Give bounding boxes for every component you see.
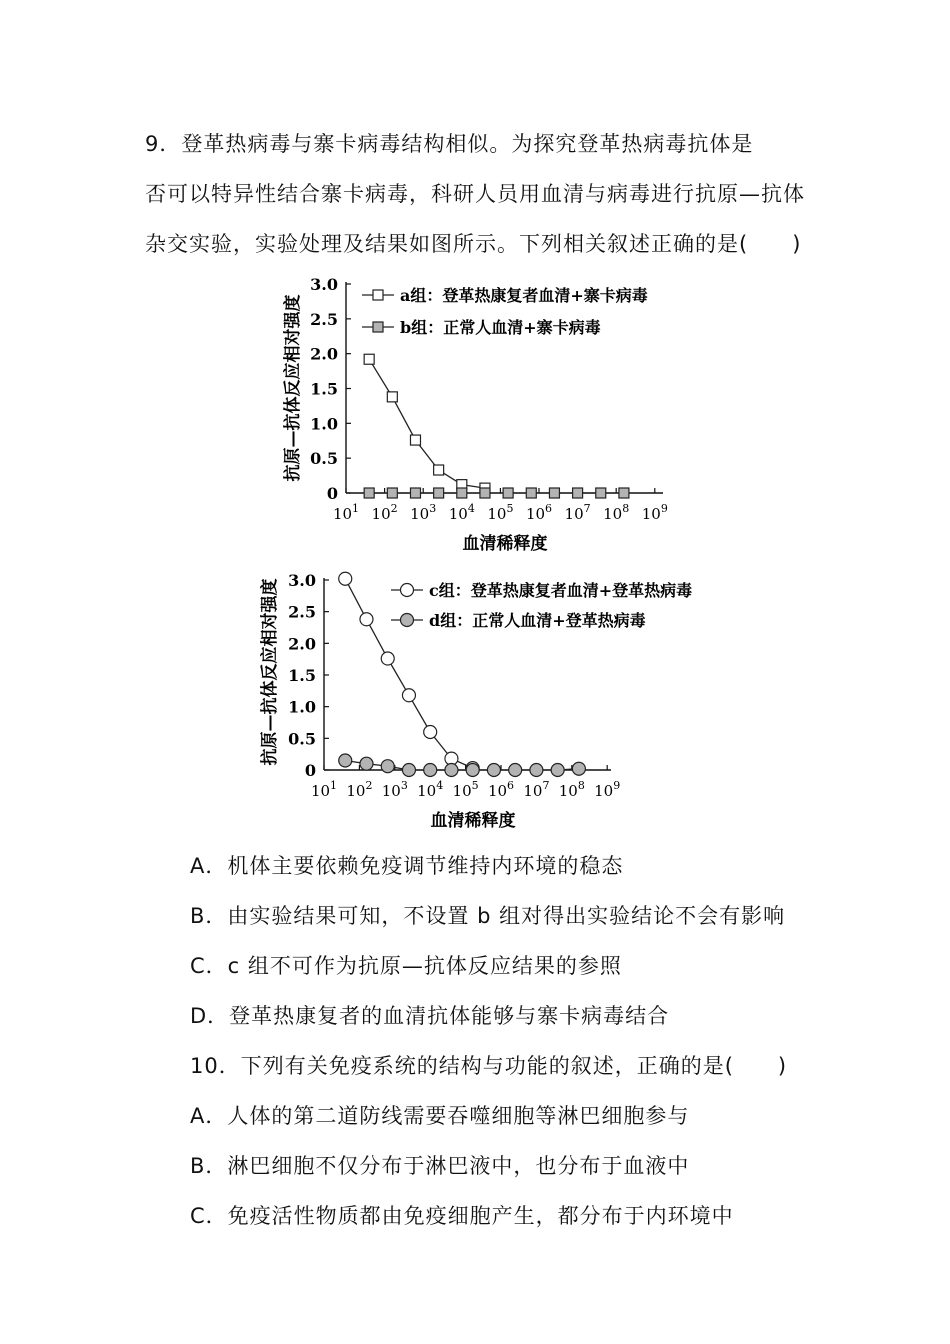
y-tick-label: 1.0: [288, 697, 316, 717]
legend-marker: [401, 614, 414, 627]
y-tick-label: 1.5: [288, 666, 316, 685]
data-point: [466, 764, 479, 777]
legend-label: d组：正常人血清+登革热病毒: [429, 611, 646, 630]
y-tick-label: 0.5: [310, 449, 338, 469]
chart-dengue: [0, 562, 950, 830]
y-tick-label: 1.0: [310, 414, 338, 434]
data-point: [619, 488, 629, 498]
x-tick-label: $10^9$: [641, 502, 668, 523]
q9-stem-line-3: 杂交实验，实验处理及结果如图所示。下列相关叙述正确的是( ): [145, 232, 802, 256]
x-tick-label: $10^8$: [603, 502, 630, 523]
x-tick-label: $10^8$: [558, 779, 585, 800]
q9-option-d: D．登革热康复者的血清抗体能够与寨卡病毒结合: [190, 1004, 670, 1028]
data-point: [530, 764, 543, 777]
x-tick-label: $10^5$: [487, 502, 514, 523]
data-point: [410, 488, 420, 498]
x-tick-label: $10^3$: [381, 779, 408, 800]
data-point: [487, 764, 500, 777]
q9-stem-line-1: 9．登革热病毒与寨卡病毒结构相似。为探究登革热病毒抗体是: [145, 132, 754, 156]
x-tick-label: $10^1$: [310, 779, 338, 800]
data-point: [364, 354, 374, 364]
data-point: [387, 488, 397, 498]
data-point: [503, 488, 513, 498]
chart-zika: [0, 270, 950, 560]
data-point: [572, 762, 585, 775]
data-point: [410, 435, 420, 445]
series-line-2: [345, 761, 579, 771]
x-tick-label: $10^9$: [594, 779, 621, 800]
data-point: [526, 488, 536, 498]
x-tick-label: $10^6$: [487, 779, 515, 800]
data-point: [551, 764, 564, 777]
data-point: [364, 488, 374, 498]
data-point: [402, 689, 415, 702]
series-line-1: [345, 579, 473, 768]
data-point: [445, 764, 458, 777]
data-point: [424, 764, 437, 777]
q10-stem: 10．下列有关免疫系统的结构与功能的叙述，正确的是( ): [190, 1054, 788, 1078]
y-tick-label: 1.5: [310, 379, 338, 399]
q10-option-b: B．淋巴细胞不仅分布于淋巴液中，也分布于血液中: [190, 1154, 690, 1178]
legend-marker: [373, 322, 383, 332]
data-point: [596, 488, 606, 498]
data-point: [434, 488, 444, 498]
data-point: [360, 613, 373, 626]
q10-option-a: A．人体的第二道防线需要吞噬细胞等淋巴细胞参与: [190, 1104, 690, 1128]
data-point: [509, 764, 522, 777]
x-tick-label: $10^4$: [448, 502, 475, 523]
x-tick-label: $10^6$: [525, 502, 553, 523]
data-point: [360, 757, 373, 770]
y-tick-label: 3.0: [310, 275, 338, 294]
x-tick-label: $10^2$: [371, 502, 398, 523]
y-axis-label: 抗原—抗体反应相对强度: [260, 578, 280, 766]
data-point: [434, 465, 444, 475]
y-tick-label: 0: [304, 761, 316, 780]
q10-option-c: C．免疫活性物质都由免疫细胞产生，都分布于内环境中: [190, 1204, 734, 1228]
data-point: [381, 760, 394, 773]
y-tick-label: 0: [326, 484, 338, 503]
x-tick-label: $10^7$: [564, 502, 591, 523]
x-tick-label: $10^1$: [332, 502, 360, 523]
y-axis-label: 抗原—抗体反应相对强度: [283, 294, 303, 482]
x-tick-label: $10^4$: [417, 779, 444, 800]
y-tick-label: 2.0: [288, 634, 316, 654]
y-tick-label: 2.0: [310, 344, 338, 364]
legend-label: a组：登革热康复者血清+寨卡病毒: [400, 286, 648, 305]
data-point: [549, 488, 559, 498]
y-tick-label: 2.5: [288, 602, 316, 622]
data-point: [381, 652, 394, 665]
data-point: [573, 488, 583, 498]
y-tick-label: 3.0: [288, 571, 316, 590]
q9-option-b: B．由实验结果可知，不设置 b 组对得出实验结论不会有影响: [190, 904, 786, 928]
x-tick-label: $10^5$: [452, 779, 479, 800]
x-axis-label: 血清稀释度: [462, 534, 548, 554]
legend-marker: [373, 290, 383, 300]
y-tick-label: 2.5: [310, 309, 338, 329]
data-point: [387, 392, 397, 402]
y-tick-label: 0.5: [288, 729, 316, 749]
q9-option-c: C．c 组不可作为抗原—抗体反应结果的参照: [190, 954, 622, 978]
data-point: [424, 726, 437, 739]
x-axis-label: 血清稀释度: [430, 811, 516, 830]
q9-option-a: A．机体主要依赖免疫调节维持内环境的稳态: [190, 854, 624, 878]
x-tick-label: $10^3$: [410, 502, 437, 523]
data-point: [480, 488, 490, 498]
q9-stem-line-2: 否可以特异性结合寨卡病毒，科研人员用血清与病毒进行抗原—抗体: [145, 182, 805, 206]
legend-marker: [401, 584, 414, 597]
x-tick-label: $10^2$: [346, 779, 373, 800]
data-point: [339, 754, 352, 767]
series-line-1: [369, 359, 485, 488]
x-tick-label: $10^7$: [523, 779, 550, 800]
data-point: [339, 572, 352, 585]
legend-label: b组：正常人血清+寨卡病毒: [400, 318, 601, 337]
data-point: [457, 488, 467, 498]
data-point: [402, 764, 415, 777]
legend-label: c组：登革热康复者血清+登革热病毒: [429, 581, 693, 600]
